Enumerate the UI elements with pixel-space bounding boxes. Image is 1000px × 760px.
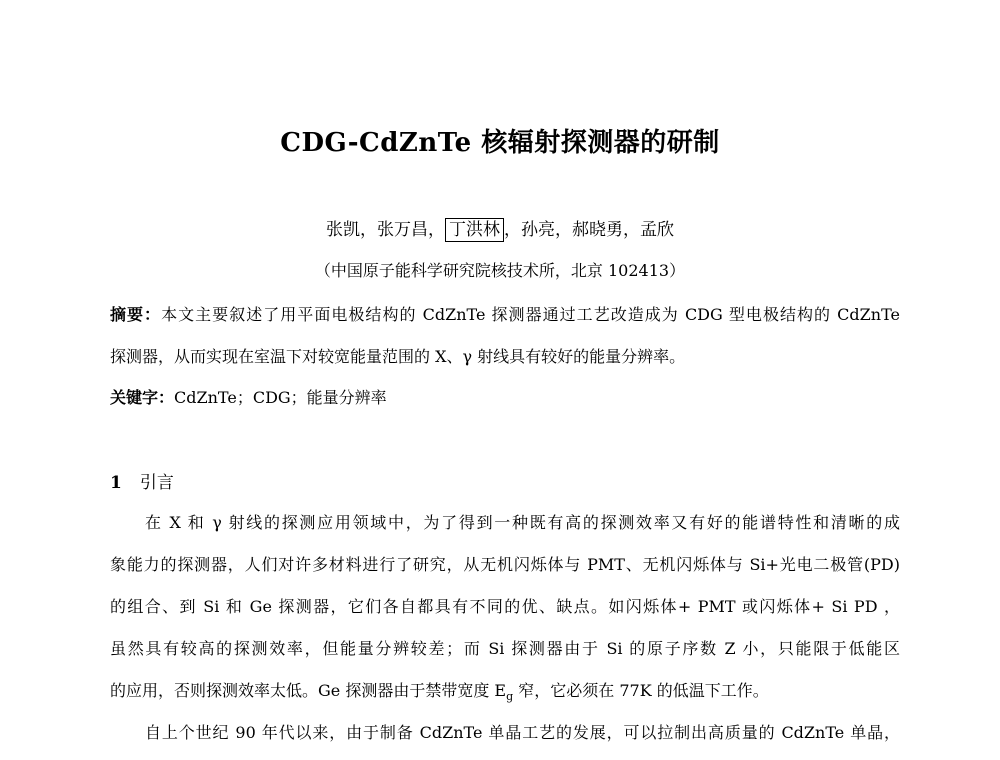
authors-after: ，孙亮，郝晓勇，孟欣 bbox=[504, 220, 674, 240]
author-list bbox=[0, 215, 1000, 240]
body-line-3: 的组合、到 Si 和 Ge 探测器，它们各自都具有不同的优、缺点。如闪烁体+ PMT 或闪烁体+ Si PD ， bbox=[110, 597, 900, 616]
authors-before: 张凯，张万昌， bbox=[326, 220, 445, 240]
abstract-label: 摘要： bbox=[110, 305, 162, 324]
body-line-1: 在 X 和 γ 射线的探测应用领域中，为了得到一种既有高的探测效率又有好的能谱特性和清晰的成 bbox=[145, 513, 900, 532]
keywords bbox=[110, 385, 900, 408]
section-heading bbox=[110, 468, 174, 493]
body-line-5 bbox=[110, 678, 900, 703]
paper-title: CDG-CdZnTe 核辐射探测器的研制 bbox=[280, 128, 720, 158]
section-number: 1 bbox=[110, 473, 122, 493]
body-line-2: 象能力的探测器，人们对许多材料进行了研究，从无机闪烁体与 PMT、无机闪烁体与 Si+光电二极管(PD) bbox=[110, 555, 900, 574]
keywords-label: 关键字： bbox=[110, 388, 175, 407]
body-line-5-a: 的应用，否则探测效率太低。Ge 探测器由于禁带宽度 E bbox=[110, 681, 507, 700]
abstract-text-1: 本文主要叙述了用平面电极结构的 CdZnTe 探测器通过工艺改造成为 CDG 型电极结构的 CdZnTe bbox=[161, 305, 900, 324]
section-title: 引言 bbox=[139, 473, 174, 493]
boxed-author: 丁洪林 bbox=[445, 218, 504, 242]
subscript-g: g bbox=[506, 690, 514, 704]
abstract-line-1 bbox=[110, 302, 900, 325]
body-line-6: 自上个世纪 90 年代以来，由于制备 CdZnTe 单晶工艺的发展，可以拉制出高质量的 CdZnTe 单晶， bbox=[145, 723, 900, 742]
keywords-text: CdZnTe；CDG；能量分辨率 bbox=[174, 388, 387, 407]
body-line-5-b: 窄，它必须在 77K 的低温下工作。 bbox=[513, 681, 769, 700]
abstract-line-2: 探测器，从而实现在室温下对较宽能量范围的 X、γ 射线具有较好的能量分辨率。 bbox=[110, 347, 686, 366]
affiliation: （中国原子能科学研究院核技术所，北京 102413） bbox=[314, 261, 686, 280]
body-line-4: 虽然具有较高的探测效率，但能量分辨较差；而 Si 探测器由于 Si 的原子序数 Z 小，只能限于低能区 bbox=[110, 639, 900, 658]
